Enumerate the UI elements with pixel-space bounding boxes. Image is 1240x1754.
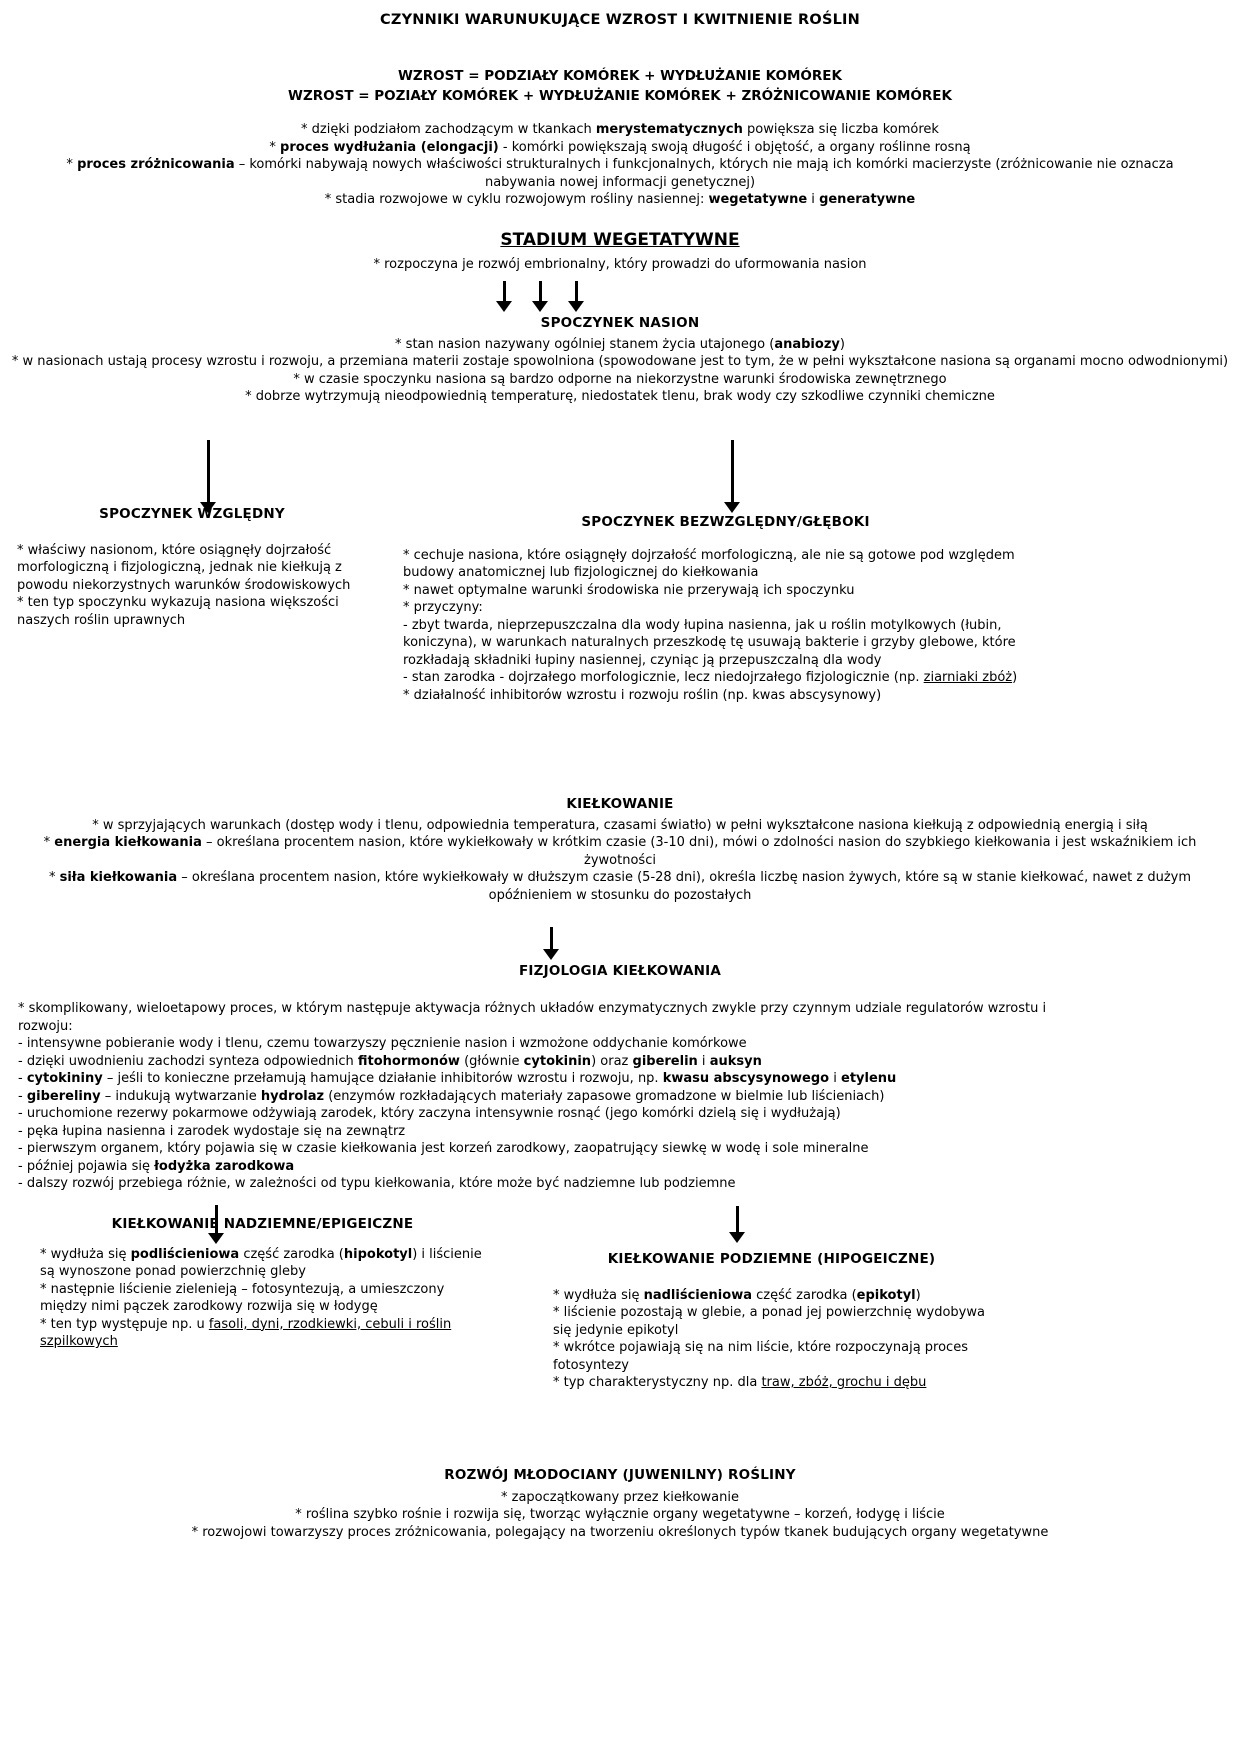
section-kielkowanie	[25, 796, 1215, 904]
text-line: * w nasionach ustają procesy wzrostu i rozwoju, a przemiana materii zostaje spowolniona (spowodowane jest to tym, że w pełni wykształcone nasiona są organami mocno odwodnionymi)	[11, 354, 1229, 369]
text-line: - dzięki uwodnieniu zachodzi synteza odpowiednich fitohormonów (głównie cytokinin) oraz giberelin i auksyn	[18, 1053, 762, 1069]
text-line: - zbyt twarda, nieprzepuszczalna dla wody łupina nasienna, jak u roślin motylkowych (łubin, koniczyna), w warunkach naturalnych przeszkodę tę usuwają bakterie i grzyby glebowe, które rozkładają składniki łupiny nasiennej, czyniąc ją przepuszczalną dla wody	[403, 617, 1016, 668]
text-line: * wydłuża się nadliścieniowa część zarodka (epikotyl)	[553, 1287, 921, 1303]
text-line: - gibereliny – indukują wytwarzanie hydrolaz (enzymów rozkładających materiały zapasowe gromadzone w bielmie lub liścieniach)	[18, 1088, 885, 1104]
section-heading: KIEŁKOWANIE	[566, 796, 674, 812]
text-line: * stan nasion nazywany ogólniej stanem życia utajonego (anabiozy)	[395, 336, 845, 352]
flow-arrow-down-icon	[496, 281, 512, 312]
text-line: * w czasie spoczynku nasiona są bardzo odporne na niekorzystne warunki środowiska zewnętrznego	[293, 371, 947, 387]
text-line: * proces zróżnicowania – komórki nabywają nowych właściwości strukturalnych i funkcjonalnych, których nie mają ich komórki macierzyste (zróżnicowanie nie oznacza nabywania nowej informacji genetycznej)	[66, 157, 1174, 190]
text-line: - cytokininy – jeśli to konieczne przełamują hamujące działanie inhibitorów wzrostu i rozwoju, np. kwasu abscysynowego i etylenu	[18, 1071, 897, 1086]
section-rozwoj-mlodociany	[20, 1467, 1220, 1541]
section-subtitle: * rozpoczyna je rozwój embrionalny, który prowadzi do uformowania nasion	[373, 256, 867, 272]
flow-arrow-down-icon	[543, 927, 559, 960]
section-kielkowanie-podziemne	[553, 1251, 990, 1392]
text-line: * wkrótce pojawiają się na nim liście, które rozpoczynają proces fotosyntezy	[553, 1340, 968, 1373]
section-heading: SPOCZYNEK NASION	[540, 315, 700, 331]
section-kielkowanie-nadziemne	[40, 1216, 485, 1351]
flow-arrow-down-icon	[568, 281, 584, 312]
section-text	[17, 542, 367, 630]
text-line: * proces wydłużania (elongacji) - komórki powiększają swoją długość i objętość, a organy roślinne rosną	[269, 139, 971, 155]
text-line: - intensywne pobieranie wody i tlenu, czemu towarzyszy pęcznienie nasion i wzmożone oddychanie komórkowe	[18, 1036, 747, 1051]
equation-line: WZROST = PODZIAŁY KOMÓREK + WYDŁUŻANIE KOMÓREK	[398, 68, 842, 84]
text-line: * cechuje nasiona, które osiągnęły dojrzałość morfologiczną, ale nie są gotowe pod względem budowy anatomicznej lub fizjologicznej do kiełkowania	[403, 547, 1015, 580]
section-text	[20, 1489, 1220, 1542]
equation-line: WZROST = POZIAŁY KOMÓREK + WYDŁUŻANIE KOMÓREK + ZRÓŻNICOWANIE KOMÓREK	[288, 88, 952, 104]
section-heading: KIEŁKOWANIE PODZIEMNE (HIPOGEICZNE)	[607, 1251, 936, 1267]
section-heading: STADIUM WEGETATYWNE	[500, 230, 740, 250]
text-line: * roślina szybko rośnie i rozwija się, tworząc wyłącznie organy wegetatywne – korzeń, łodygę i liście	[295, 1507, 945, 1522]
text-line: * energia kiełkowania – określana procentem nasion, które wykiełkowały w krótkim czasie (3-10 dni), mówi o zdolności nasion do szybkiego kiełkowania i jest wskaźnikiem ich żywotności	[43, 835, 1197, 868]
page-title-text: CZYNNIKI WARUNUKUJĄCE WZROST I KWITNIENIE ROŚLIN	[380, 12, 860, 28]
text-line: * nawet optymalne warunki środowiska nie przerywają ich spoczynku	[403, 582, 855, 598]
section-text	[25, 817, 1215, 905]
text-line: * wydłuża się podliścieniowa część zarodka (hipokotyl) i liścienie są wynoszone ponad powierzchnię gleby	[40, 1246, 482, 1279]
text-line: - później pojawia się łodyżka zarodkowa	[18, 1158, 295, 1174]
section-stadium-wegetatywne	[0, 232, 1240, 273]
section-spoczynek-nasion	[0, 315, 1240, 406]
text-line: * typ charakterystyczny np. dla traw, zbóż, grochu i dębu	[553, 1375, 927, 1390]
flow-arrow-down-icon	[532, 281, 548, 312]
text-line: * liścienie pozostają w glebie, a ponad jej powierzchnię wydobywa się jedynie epikotyl	[553, 1305, 985, 1338]
text-line: * ten typ występuje np. u fasoli, dyni, rzodkiewki, cebuli i roślin szpilkowych	[40, 1316, 452, 1349]
text-line: * dobrze wytrzymują nieodpowiednią temperaturę, niedostatek tlenu, brak wody czy szkodliwe czynniki chemiczne	[245, 389, 995, 404]
flow-arrow-down-icon	[729, 1206, 745, 1243]
text-line: * skomplikowany, wieloetapowy proces, w którym następuje aktywacja różnych układów enzymatycznych zwykle przy czynnym udziale regulatorów wzrostu i rozwoju:	[18, 1001, 1047, 1034]
section-text	[40, 1246, 485, 1351]
text-line: - pęka łupina nasienna i zarodek wydostaje się na zewnątrz	[18, 1123, 406, 1139]
section-spoczynek-bezwzgledny	[403, 514, 1048, 704]
flow-arrow-down-icon	[200, 440, 216, 513]
section-text	[0, 336, 1240, 406]
text-line: - stan zarodka - dojrzałego morfologicznie, lecz niedojrzałego fizjologicznie (np. ziarniaki zbóż)	[403, 670, 1018, 685]
section-text	[553, 1287, 990, 1392]
text-line: - pierwszym organem, który pojawia się w czasie kiełkowania jest korzeń zarodkowy, zaopatrujący siewkę w wodę i sole mineralne	[18, 1141, 869, 1156]
section-spoczynek-wzgledny	[17, 506, 367, 629]
text-line: * rozwojowi towarzyszy proces zróżnicowania, polegający na tworzeniu określonych typów tkanek budujących organy wegetatywne	[191, 1524, 1049, 1540]
section-text	[403, 547, 1048, 705]
text-line: * ten typ spoczynku wykazują nasiona większości naszych roślin uprawnych	[17, 595, 339, 628]
section-heading: KIEŁKOWANIE NADZIEMNE/EPIGEICZNE	[111, 1216, 414, 1232]
text-line: * stadia rozwojowe w cyklu rozwojowym rośliny nasiennej: wegetatywne i generatywne	[324, 192, 916, 207]
section-fizjologia-heading	[0, 963, 1240, 981]
section-heading: SPOCZYNEK BEZWZGLĘDNY/GŁĘBOKI	[581, 514, 870, 530]
text-line: - dalszy rozwój przebiega różnie, w zależności od typu kiełkowania, które może być nadziemne lub podziemne	[18, 1176, 736, 1191]
text-line: * dzięki podziałom zachodzącym w tkankach merystematycznych powiększa się liczba komórek	[301, 122, 939, 137]
intro-notes	[55, 121, 1185, 209]
text-line: * siła kiełkowania – określana procentem nasion, które wykiełkowały w dłuższym czasie (5-28 dni), określa liczbę nasion żywych, które są w stanie kiełkować, nawet z dużym opóźnieniem w stosunku do pozostałych	[48, 870, 1192, 903]
section-heading: FIZJOLOGIA KIEŁKOWANIA	[519, 963, 721, 979]
text-line: * zapoczątkowany przez kiełkowanie	[500, 1489, 740, 1505]
section-heading: ROZWÓJ MŁODOCIANY (JUWENILNY) ROŚLINY	[444, 1467, 796, 1483]
growth-equations	[0, 66, 1240, 106]
text-line: - uruchomione rezerwy pokarmowe odżywiają zarodek, który zaczyna intensywnie rosnąć (jego komórki dzielą się i wydłużają)	[18, 1106, 841, 1121]
text-line: * w sprzyjających warunkach (dostęp wody i tlenu, odpowiednia temperatura, czasami światło) w pełni wykształcone nasiona kiełkują z odpowiednią energią i siłą	[92, 817, 1148, 833]
page-title	[0, 12, 1240, 30]
flow-arrow-down-icon	[724, 440, 740, 513]
text-line: * działalność inhibitorów wzrostu i rozwoju roślin (np. kwas abscysynowy)	[403, 687, 882, 703]
text-line: * przyczyny:	[403, 600, 483, 615]
section-fizjologia-text	[18, 1000, 1048, 1193]
section-heading: SPOCZYNEK WZGLĘDNY	[99, 506, 285, 522]
text-line: * następnie liścienie zielenieją – fotosyntezują, a umieszczony między nimi pączek zarodkowy rozwija się w łodygę	[40, 1281, 445, 1314]
text-line: * właściwy nasionom, które osiągnęły dojrzałość morfologiczną i fizjologiczną, jednak nie kiełkują z powodu niekorzystnych warunków środowiskowych	[17, 542, 351, 593]
